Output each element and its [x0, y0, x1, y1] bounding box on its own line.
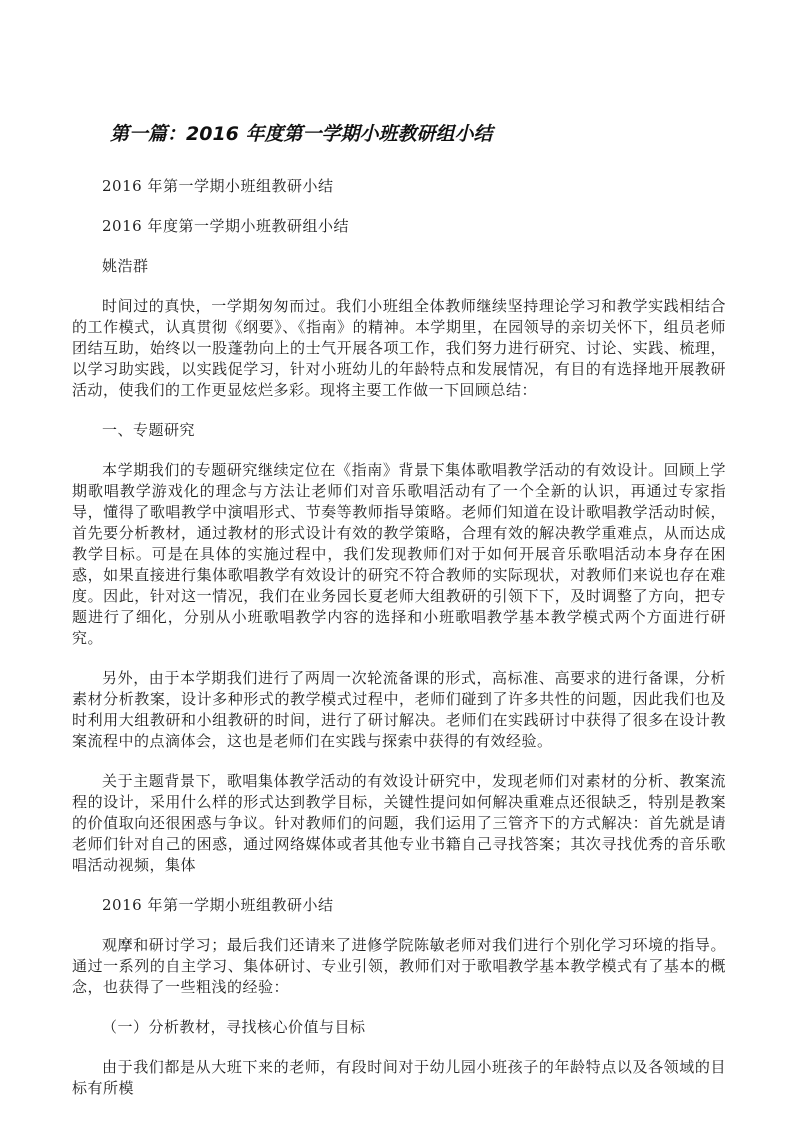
doc-paragraph: 另外，由于本学期我们进行了两周一次轮流备课的形式，高标准、高要求的进行备课，分析素材分析教案，设计多种形式的教学模式过程中，老师们碰到了许多共性的问题，因此我们也及时利用大组教研和小组教研的时间，进行了研讨解决。老师们在实践研讨中获得了很多在设计教案流程中的点滴体会，这也是老师们在实践与探索中获得的有效经验。 — [72, 669, 726, 750]
doc-paragraph: 本学期我们的专题研究继续定位在《指南》背景下集体歌唱教学活动的有效设计。回顾上学期歌唱教学游戏化的理念与方法让老师们对音乐歌唱活动有了一个全新的认识，再通过专家指导，懂得了歌唱教学中演唱形式、节奏等教师指导策略。老师们知道在设计歌唱教学活动时候，首先要分析教材，通过教材的形式设计有效的教学策略，合理有效的解决教学重难点，从而达成教学目标。可是在具体的实施过程中，我们发现教师们对于如何开展音乐歌唱活动本身存在困惑，如果直接进行集体歌唱教学有效设计的研究不符合教师的实际现状，对教师们来说也存在难度。因此，针对这一情况，我们在业务园长夏老师大组教研的引领下下，及时调整了方向，把专题进行了细化，分别从小班歌唱教学内容的选择和小班歌唱教学基本教学模式两个方面进行研究。 — [72, 461, 726, 647]
doc-paragraph: 由于我们都是从大班下来的老师，有段时间对于幼儿园小班孩子的年龄特点以及各领域的目标有所模 — [72, 1058, 726, 1097]
doc-paragraph: 观摩和研讨学习；最后我们还请来了进修学院陈敏老师对我们进行个别化学习环境的指导。通过一系列的自主学习、集体研讨、专业引领，教师们对于歌唱教学基本教学模式有了基本的概念，也获得了一些粗浅的经验： — [72, 936, 726, 996]
doc-subtitle: 2016 年度第一学期小班教研组小结 — [102, 217, 349, 235]
doc-paragraph: 时间过的真快，一学期匆匆而过。我们小班组全体教师继续坚持理论学习和教学实践相结合的工作模式，认真贯彻《纲要》、《指南》的精神。本学期里，在园领导的亲切关怀下，组员老师团结互助，始终以一股蓬勃向上的士气开展各项工作，我们努力进行研究、讨论、实践、梳理，以学习助实践，以实践促学习，针对小班幼儿的年龄特点和发展情况，有目的有选择地开展教研活动，使我们的工作更显炫烂多彩。现将主要工作做一下回顾总结： — [72, 297, 726, 399]
doc-section-heading: （一）分析教材，寻找核心价值与目标 — [102, 1018, 366, 1036]
doc-paragraph: 关于主题背景下，歌唱集体教学活动的有效设计研究中，发现老师们对素材的分析、教案流程的设计，采用什么样的形式达到教学目标，关键性提问如何解决重难点还很缺乏，特别是教案的价值取向还很困惑与争议。针对教师们的问题，我们运用了三管齐下的方式解决：首先就是请老师们针对自己的困惑，通过网络媒体或者其他专业书籍自己寻找答案；其次寻找优秀的音乐歌唱活动视频，集体 — [72, 772, 726, 874]
doc-section-heading: 一、专题研究 — [102, 421, 196, 439]
doc-subtitle: 2016 年第一学期小班组教研小结 — [102, 896, 334, 914]
doc-author: 姚浩群 — [102, 257, 149, 275]
doc-subtitle: 2016 年第一学期小班组教研小结 — [102, 177, 334, 195]
doc-title: 第一篇：2016 年度第一学期小班教研组小结 — [110, 123, 493, 145]
